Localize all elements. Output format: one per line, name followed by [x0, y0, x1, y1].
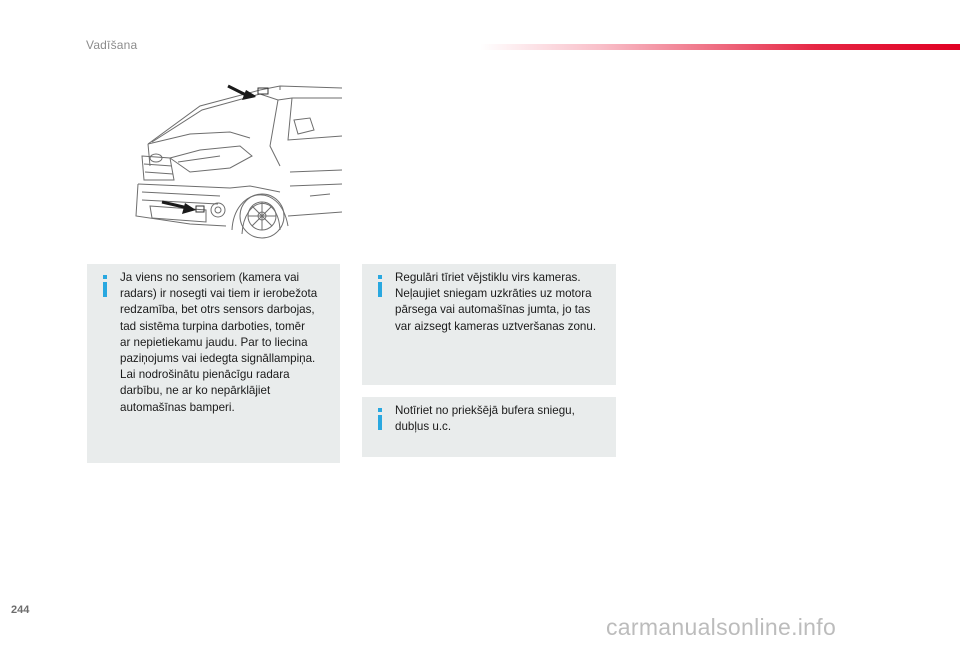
note-text: Ja viens no sensoriem (kamera vai radars) ir nosegti vai tiem ir ierobežota redzamība, bet otrs sensors darbojas, tad sistēma turpina darboties, tomēr ar nepietiekamu jaudu. Par to liecina paziņojums vai iedegta signāllampiņa. Lai nodrošinātu pienācīgu radara darbību, ne ar ko nepārklājiet automašīnas bamperi.: [120, 271, 318, 414]
note-box-clean-bumper: [362, 397, 616, 457]
watermark: carmanualsonline.info: [606, 614, 837, 640]
header-accent-bar: [480, 44, 960, 50]
note-text: Regulāri tīriet vējstiklu virs kameras. Neļaujiet sniegam uzkrāties uz motora pārsega vai automašīnas jumta, jo tas var aizsegt kameras uztveršanas zonu.: [395, 271, 597, 333]
info-icon: [375, 408, 385, 430]
page-number: 244: [11, 604, 30, 616]
info-icon: [375, 275, 385, 297]
note-box-sensor-obstruction: [87, 264, 340, 463]
van-sensor-illustration: [130, 76, 342, 250]
section-title: Vadīšana: [86, 38, 138, 52]
info-icon: [100, 275, 110, 297]
note-box-clean-windshield: [362, 264, 616, 385]
note-text: Notīriet no priekšējā bufera sniegu, dubļus u.c.: [395, 404, 575, 434]
